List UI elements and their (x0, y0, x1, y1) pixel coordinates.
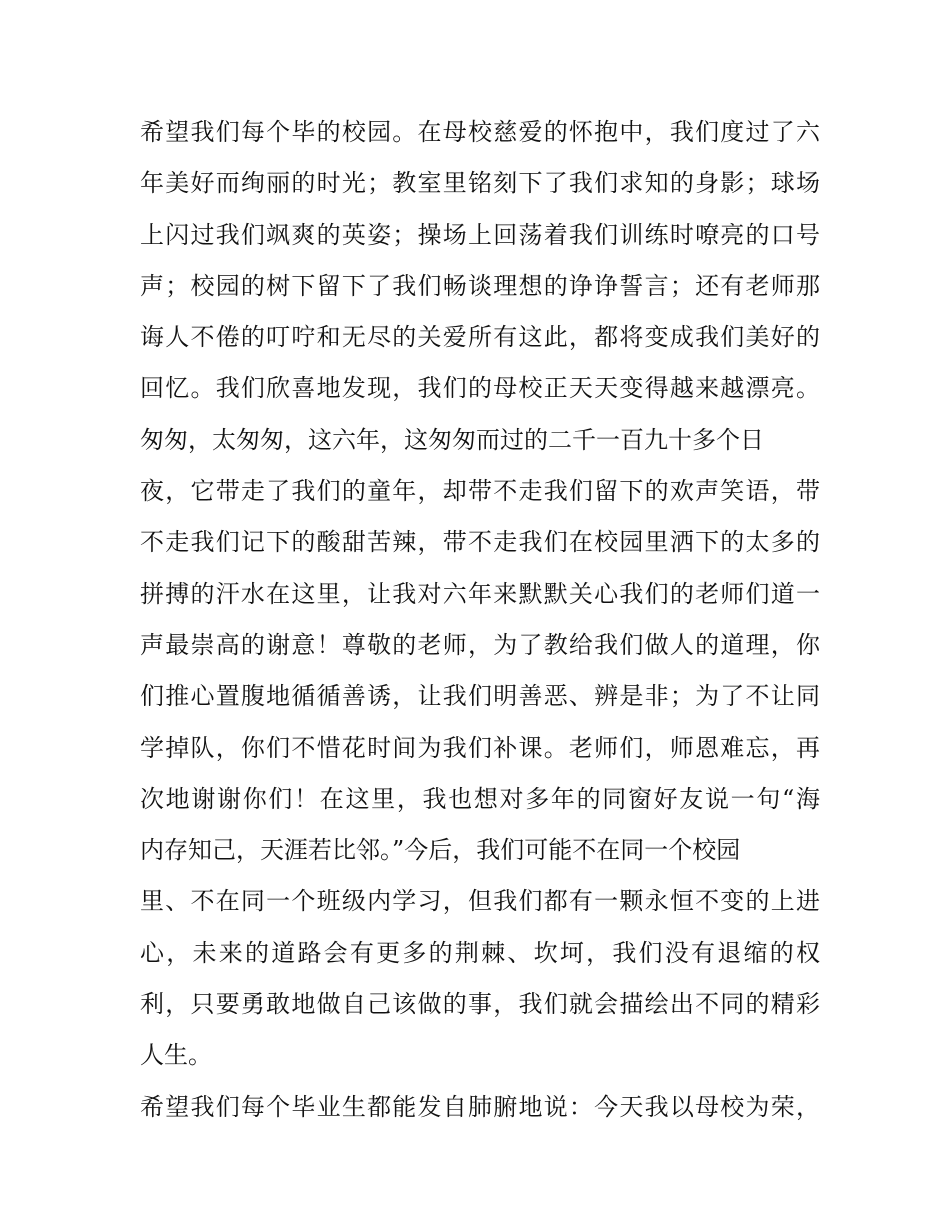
body-text (140, 107, 820, 1133)
text-line: 们推心置腹地循循善诱，让我们明善恶、辨是非；为了不让同 (140, 682, 820, 711)
text-line: 内存知己，天涯若比邻。”今后，我们可能不在同一个校园 (140, 836, 741, 865)
text-line: 拼搏的汗水在这里，让我对六年来默默关心我们的老师们道一 (140, 579, 820, 608)
text-line: 学掉队，你们不惜花时间为我们补课。老师们，师恩难忘，再 (140, 733, 820, 762)
text-line: 希望我们每个毕业生都能发自肺腑地说：今天我以母校为荣， (140, 1092, 820, 1121)
text-line: 声；校园的树下留下了我们畅谈理想的诤诤誓言；还有老师那 (140, 271, 820, 300)
text-line: 心，未来的道路会有更多的荆棘、坎坷，我们没有退缩的权 (140, 938, 820, 967)
text-line: 次地谢谢你们！在这里，我也想对多年的同窗好友说一句“海 (140, 784, 820, 813)
text-line: 年美好而绚丽的时光；教室里铭刻下了我们求知的身影；球场 (140, 169, 820, 198)
text-line: 回忆。我们欣喜地发现，我们的母校正天天变得越来越漂亮。 (140, 374, 820, 403)
text-line: 利，只要勇敢地做自己该做的事，我们就会描绘出不同的精彩 (140, 990, 820, 1019)
text-line: 匆匆，太匆匆，这六年，这匆匆而过的二千一百九十多个日 (140, 425, 764, 454)
text-line: 人生。 (140, 1041, 212, 1070)
text-line: 里、不在同一个班级内学习，但我们都有一颗永恒不变的上进 (140, 887, 820, 916)
text-line: 诲人不倦的叮咛和无尽的关爱所有这此，都将变成我们美好的 (140, 323, 820, 352)
text-line: 夜，它带走了我们的童年，却带不走我们留下的欢声笑语，带 (140, 477, 820, 506)
text-line: 上闪过我们飒爽的英姿；操场上回荡着我们训练时嘹亮的口号 (140, 220, 820, 249)
text-line: 希望我们每个毕的校园。在母校慈爱的怀抱中，我们度过了六 (140, 118, 820, 146)
text-line: 声最崇高的谢意！尊敬的老师，为了教给我们做人的道理，你 (140, 630, 820, 659)
text-line: 不走我们记下的酸甜苦辣，带不走我们在校园里洒下的太多的 (140, 528, 820, 557)
